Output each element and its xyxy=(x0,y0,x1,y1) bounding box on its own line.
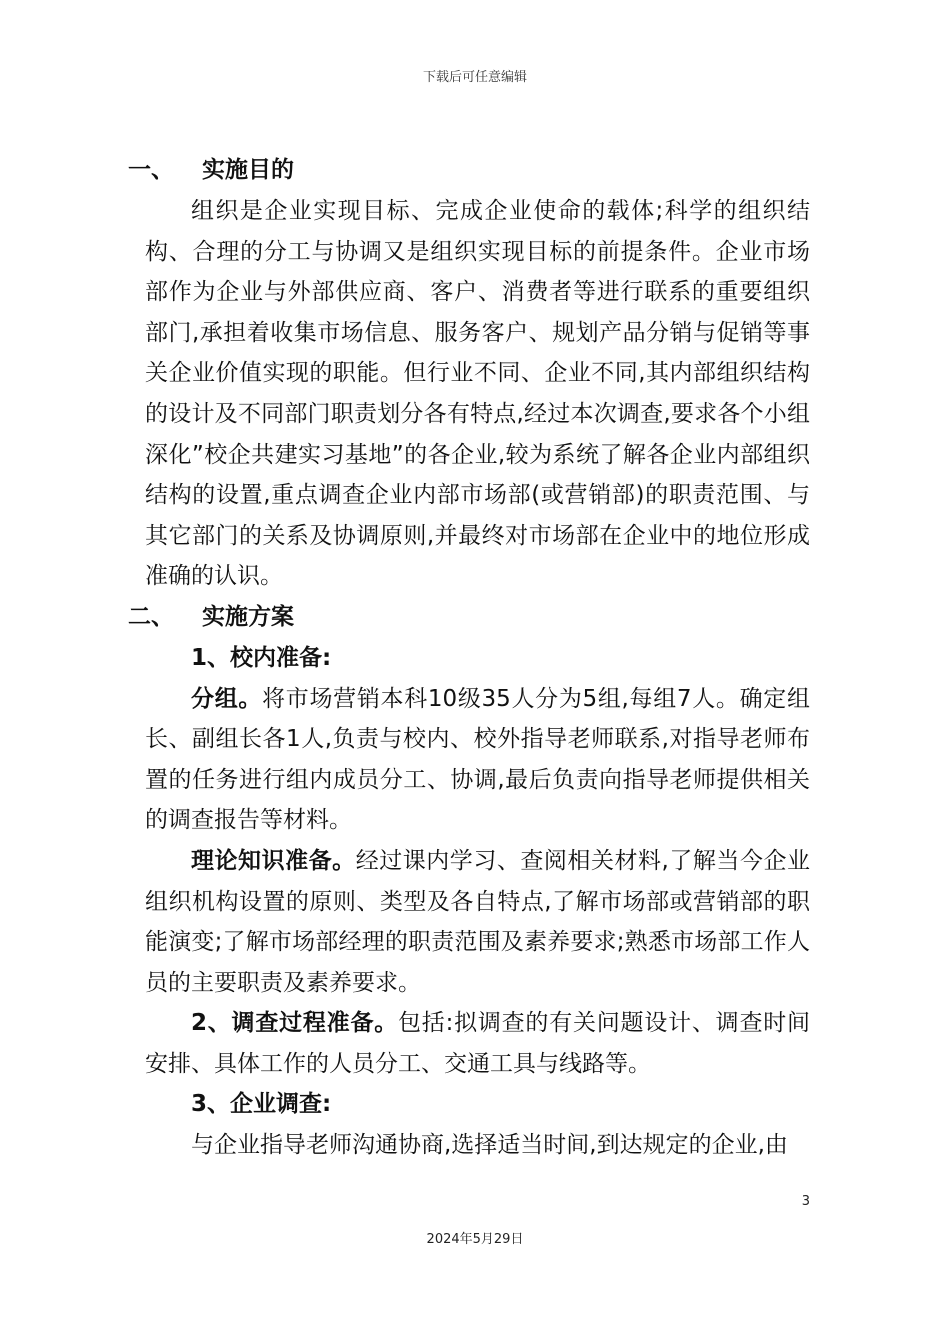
document-body xyxy=(128,150,811,1166)
paragraph-survey-prep xyxy=(145,1003,810,1084)
paragraph-survey-prep-lead: 2、调查过程准备。 xyxy=(191,1010,399,1037)
paragraph-enterprise: 与企业指导老师沟通协商,选择适当时间,到达规定的企业,由 xyxy=(191,1132,788,1159)
subheading-enterprise-survey: 3、企业调查: xyxy=(191,1091,332,1118)
section-number-1: 一、 xyxy=(128,157,174,183)
subheading-school-prep: 1、校内准备: xyxy=(191,644,332,671)
section-title-1: 实施目的 xyxy=(202,157,294,183)
page-number: 3 xyxy=(801,1194,810,1209)
section-paragraph-1: 组织是企业实现目标、完成企业使命的载体;科学的组织结构、合理的分工与协调又是组织实现目标的前提条件。企业市场部作为企业与外部供应商、客户、消费者等进行联系的重要组织部门,承担着收集市场信息、服务客户、规划产品分销与促销等事关企业价值实现的职能。但行业不同、企业不同,其内部组织结构的设计及不同部门职责划分各有特点,经过本次调查,要求各个小组深化”校企共建实习基地”的各企业,较为系统了解各企业内部组织结构的设置,重点调查企业内部市场部(或营销部)的职责范围、与其它部门的关系及协调原则,并最终对市场部在企业中的地位形成准确的认识。 xyxy=(145,198,810,590)
paragraph-grouping xyxy=(145,679,810,841)
page-header: 下载后可任意编辑 xyxy=(422,70,527,85)
paragraph-survey-prep-text: 包括:拟调查的有关问题设计、调查时间安排、具体工作的人员分工、交通工具与线路等。 xyxy=(145,1010,810,1077)
paragraph-grouping-text: 将市场营销本科10级35人分为5组,每组7人。确定组长、副组长各1人,负责与校内、校外指导老师联系,对指导老师布置的任务进行组内成员分工、协调,最后负责向指导老师提供相关的调查报告等材料。 xyxy=(145,685,810,834)
page-footer-date: 2024年5月29日 xyxy=(426,1232,524,1247)
paragraph-theory xyxy=(145,841,810,1003)
section-heading-2 xyxy=(128,597,810,638)
paragraph-theory-lead: 理论知识准备。 xyxy=(191,847,356,874)
section-title-2: 实施方案 xyxy=(202,603,294,630)
paragraph-grouping-lead: 分组。 xyxy=(191,685,263,712)
paragraph-theory-text: 经过课内学习、查阅相关材料,了解当今企业组织机构设置的原则、类型及各自特点,了解市场部或营销部的职能演变;了解市场部经理的职责范围及素养要求;熟悉市场部工作人员的主要职责及素养要求。 xyxy=(145,847,811,996)
section-number-2: 二、 xyxy=(128,603,174,630)
section-heading-1 xyxy=(128,150,810,191)
